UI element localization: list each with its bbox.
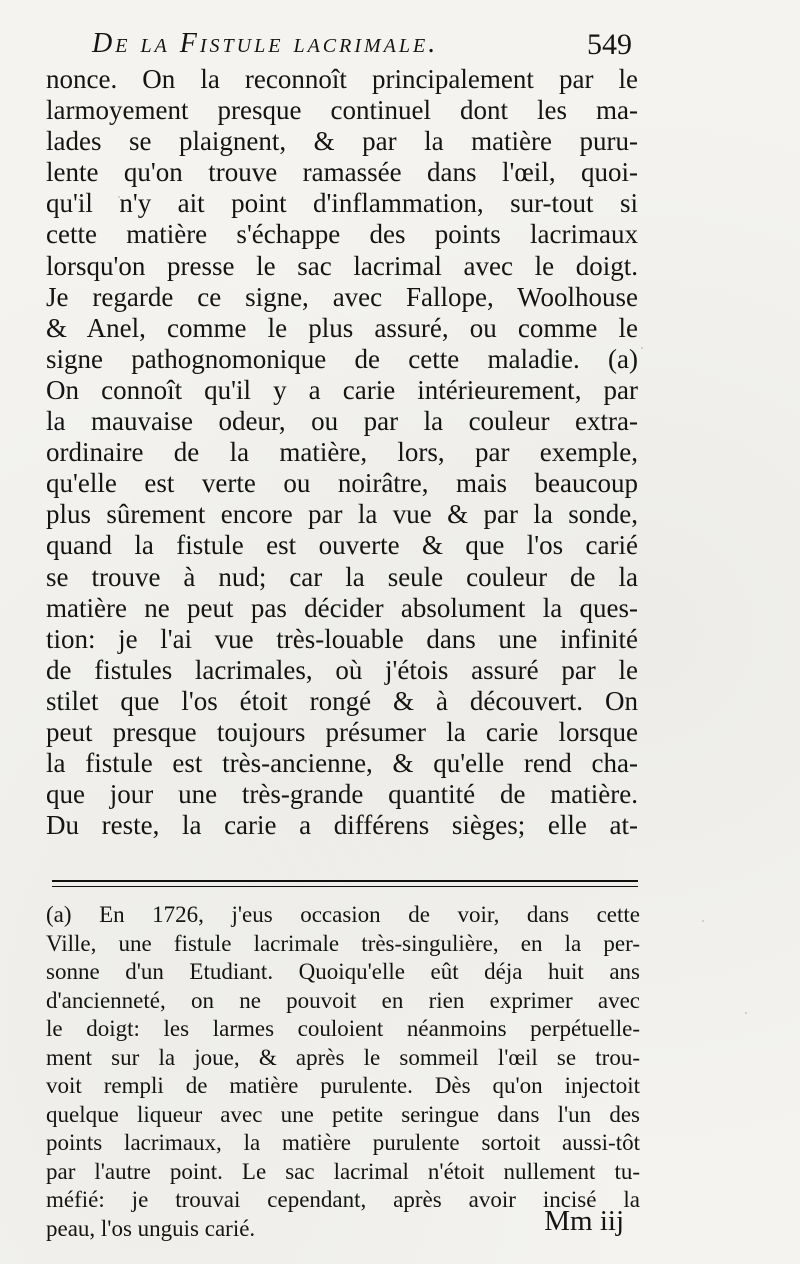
page-header <box>92 28 632 68</box>
text-line: nonce. On la reconnoît principalement par le <box>46 64 638 94</box>
signature-mark: Mm iij <box>544 1205 624 1237</box>
text-line: Je regarde ce signe, avec Fallope, Woolhouse <box>46 281 638 312</box>
footnote-line: peau, l'os unguis carié. <box>46 1215 256 1241</box>
paper-speck <box>118 196 120 198</box>
text-line: plus sûrement encore par la vue & par la sonde, <box>46 499 638 530</box>
main-text <box>46 64 638 841</box>
text-line: matière ne peut pas décider absolument la ques- <box>46 592 638 623</box>
footnote <box>46 901 640 1243</box>
footnote-line: d'ancienneté, on ne pouvoit en rien exprimer avec <box>46 987 640 1013</box>
text-line: On connoît qu'il y a carie intérieurement, par <box>46 374 638 405</box>
paper-speck <box>702 920 704 922</box>
page-number: 549 <box>587 28 632 61</box>
text-line: lente qu'on trouve ramassée dans l'œil, quoi- <box>46 157 638 188</box>
footnote-rule <box>52 880 638 882</box>
text-line: la mauvaise odeur, ou par la couleur extra- <box>46 406 638 437</box>
text-line: & Anel, comme le plus assuré, ou comme le <box>46 312 638 343</box>
text-line: de fistules lacrimales, où j'étois assuré par le <box>46 654 638 685</box>
footnote-line: méfié: je trouvai cependant, après avoir incisé la <box>46 1187 640 1212</box>
text-line: lorsqu'on presse le sac lacrimal avec le doigt. <box>46 250 638 281</box>
footnote-line: Ville, une fistule lacrimale très-singulière, en la per- <box>46 930 640 956</box>
text-line: Du reste, la carie a différens sièges; elle at- <box>46 810 638 841</box>
text-line: qu'elle est verte ou noirâtre, mais beaucoup <box>46 468 638 499</box>
text-line: ordinaire de la matière, lors, par exemple, <box>46 437 638 468</box>
footnote-line: sonne d'un Etudiant. Quoiqu'elle eût déja huit ans <box>46 959 640 984</box>
running-head: De la Fistule lacrimale. <box>92 28 439 59</box>
text-line: peut presque toujours présumer la carie lorsque <box>46 716 638 747</box>
footnote-line: le doigt: les larmes couloient néanmoins perpétuelle- <box>46 1016 640 1041</box>
text-line: que jour une très-grande quantité de matière. <box>46 779 638 810</box>
footnote-rule-thin <box>52 886 638 887</box>
text-line: lades se plaignent, & par la matière puru- <box>46 126 638 157</box>
text-line: qu'il n'y ait point d'inflammation, sur-tout si <box>46 188 638 219</box>
text-line: cette matière s'échappe des points lacrimaux <box>46 219 638 250</box>
paper-speck <box>641 347 643 349</box>
footnote-line: ment sur la joue, & après le sommeil l'œil se trou- <box>46 1044 640 1070</box>
text-line: la fistule est très-ancienne, & qu'elle rend cha- <box>46 748 638 779</box>
text-line: tion: je l'ai vue très-louable dans une infinité <box>46 623 638 654</box>
footnote-line: points lacrimaux, la matière purulente sortoit aussi-tôt <box>46 1130 640 1155</box>
text-line: stilet que l'os étoit rongé & à découvert. On <box>46 685 638 716</box>
footnote-line: quelque liqueur avec une petite seringue dans l'un des <box>46 1101 640 1127</box>
text-line: quand la fistule est ouverte & que l'os carié <box>46 530 638 561</box>
text-line: larmoyement presque continuel dont les ma- <box>46 95 638 126</box>
text-line: se trouve à nud; car la seule couleur de la <box>46 561 638 592</box>
footnote-line: (a) En 1726, j'eus occasion de voir, dans cette <box>46 902 640 927</box>
footnote-line: voit rempli de matière purulente. Dès qu'on injectoit <box>46 1073 640 1098</box>
text-line: signe pathognomonique de cette maladie. (a) <box>46 343 638 374</box>
footnote-line: par l'autre point. Le sac lacrimal n'étoit nullement tu- <box>46 1158 640 1184</box>
paper-speck <box>745 1012 747 1014</box>
